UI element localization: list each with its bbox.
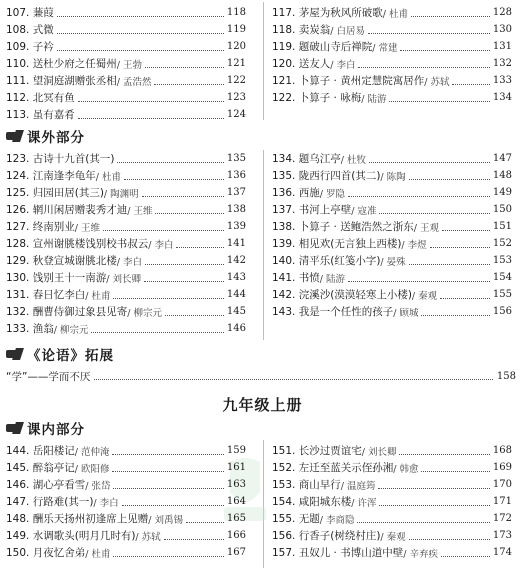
toc-entry: 131. 春日忆李白 / 杜甫 144 (6, 289, 246, 302)
toc-entry: 152. 左迁至蓝关示侄孙湘 / 韩愈 169 (272, 462, 512, 475)
toc-entry: 143. 我是一个任性的孩子 / 顾城 156 (272, 306, 512, 319)
section-heading-analects: 《论语》拓展 (6, 344, 114, 364)
toc-entry: 153. 商山早行 / 温庭筠 170 (272, 479, 512, 492)
toc-entry: 149. 水调歌头(明月几时有) / 苏轼 166 (6, 530, 246, 543)
toc-entry: 151. 长沙过贾谊宅 / 刘长卿 168 (272, 445, 512, 458)
toc-entry: 134. 题乌江亭 / 杜牧 147 (272, 153, 512, 166)
toc-entry: 123. 古诗十九首(其一) 135 (6, 153, 246, 165)
toc-entry: 144. 岳阳楼记 / 范仲淹 159 (6, 445, 246, 458)
toc-entry: 150. 月夜忆舍弟 / 杜甫 167 (6, 547, 246, 560)
toc-entry-analects: “学”——学而不厌 158 (6, 371, 516, 383)
toc-entry: 128. 宣州谢朓楼饯别校书叔云 / 李白 141 (6, 238, 246, 251)
toc-entry: 107. 蒹葭 118 (6, 7, 246, 19)
toc-entry: 142. 浣溪沙(漠漠轻寒上小楼) / 秦观 155 (272, 289, 512, 302)
toc-entry: 118. 卖炭翁 / 白居易 130 (272, 24, 512, 37)
section-marker-icon (6, 348, 24, 360)
grade-title: 九年级上册 (222, 396, 303, 414)
toc-entry: 113. 虽有嘉肴 124 (6, 109, 246, 121)
toc-entry: 129. 秋登宣城谢朓北楼 / 李白 142 (6, 255, 246, 268)
toc-entry: 138. 卜算子 · 送鲍浩然之浙东 / 王观 151 (272, 221, 512, 234)
column-divider-extra (263, 150, 264, 340)
toc-entry: 108. 式微 119 (6, 24, 246, 36)
toc-entry: 145. 醉翁亭记 / 欧阳修 161 (6, 462, 246, 475)
toc-entry: 122. 卜算子 · 咏梅 / 陆游 134 (272, 92, 512, 105)
toc-entry: 156. 行香子(树绕村庄) / 秦观 173 (272, 530, 512, 543)
toc-entry: 127. 终南别业 / 王维 139 (6, 221, 246, 234)
section-marker-icon (6, 422, 24, 434)
toc-entry: 154. 咸阳城东楼 / 许浑 171 (272, 496, 512, 509)
toc-entry: 124. 江南逢李龟年 / 杜甫 136 (6, 170, 246, 183)
toc-entry: 147. 行路难(其一) / 李白 164 (6, 496, 246, 509)
toc-entry: 121. 卜算子 · 黄州定慧院寓居作 / 苏轼 133 (272, 75, 512, 88)
section-marker-icon (6, 130, 24, 142)
toc-entry: 125. 归园田居(其三) / 陶渊明 137 (6, 187, 246, 200)
toc-entry: 135. 陇西行四首(其二) / 陈陶 148 (272, 170, 512, 183)
toc-entry: 119. 题破山寺后禅院 / 常建 131 (272, 41, 512, 54)
toc-entry: 109. 子衿 120 (6, 41, 246, 53)
toc-entry: 117. 茅屋为秋风所破歌 / 杜甫 128 (272, 7, 512, 20)
toc-entry: 140. 清平乐(红笺小字) / 晏殊 153 (272, 255, 512, 268)
column-divider-top (263, 2, 264, 120)
toc-entry: 157. 丑奴儿 · 书博山道中壁 / 辛弃疾 174 (272, 547, 512, 560)
toc-entry: 126. 辋川闲居赠裴秀才迪 / 王维 138 (6, 204, 246, 217)
section-heading-extra: 课外部分 (6, 126, 85, 146)
toc-entry: 137. 书河上亭壁 / 寇准 150 (272, 204, 512, 217)
toc-entry: 155. 无题 / 李商隐 172 (272, 513, 512, 526)
toc-entry: 110. 送杜少府之任蜀州 / 王勃 121 (6, 58, 246, 71)
toc-entry: 133. 渔翁 / 柳宗元 146 (6, 323, 246, 336)
toc-entry: 136. 西施 / 罗隐 149 (272, 187, 512, 200)
toc-entry: 148. 酬乐天扬州初逢席上见赠 / 刘禹锡 165 (6, 513, 246, 526)
toc-entry: 130. 饯别王十一南游 / 刘长卿 143 (6, 272, 246, 285)
toc-entry: 111. 望洞庭湖赠张丞相 / 孟浩然 122 (6, 75, 246, 88)
toc-entry: 120. 送友人 / 李白 132 (272, 58, 512, 71)
toc-entry: 139. 相见欢(无言独上西楼) / 李煜 152 (272, 238, 512, 251)
toc-entry: 146. 湖心亭看雪 / 张岱 163 (6, 479, 246, 492)
toc-entry: 112. 北冥有鱼 123 (6, 92, 246, 104)
toc-entry: 132. 酬曹侍御过象县见寄 / 柳宗元 145 (6, 306, 246, 319)
section-heading-inner: 课内部分 (6, 418, 85, 438)
toc-entry: 141. 书愤 / 陆游 154 (272, 272, 512, 285)
